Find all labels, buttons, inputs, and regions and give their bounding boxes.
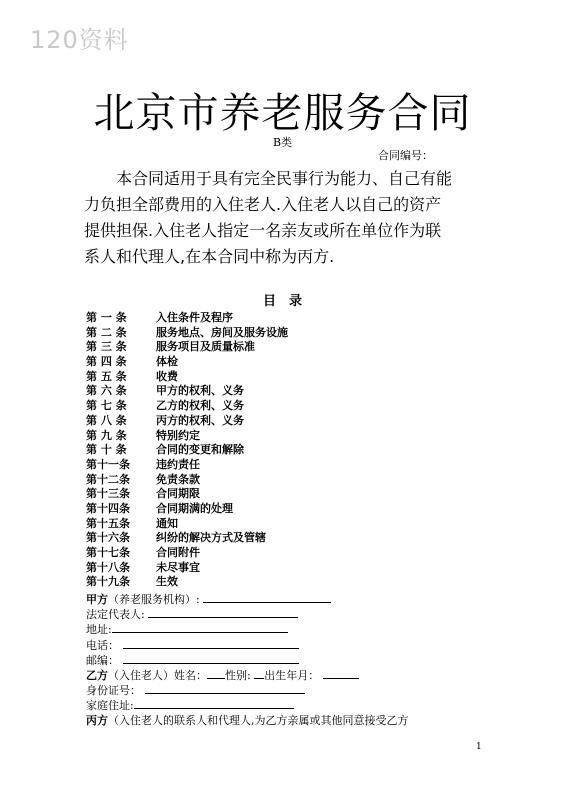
toc-item-number: 第 一 条 xyxy=(86,311,127,324)
toc-item-number: 第十一条 xyxy=(86,457,130,471)
toc-item-title: 合同的变更和解除 xyxy=(156,443,244,457)
toc-item-title: 合同期限 xyxy=(156,487,200,501)
toc-item-number: 第 八 条 xyxy=(86,413,127,427)
intro-line: 本合同适用于具有完全民事行为能力、自己有能 xyxy=(116,169,453,188)
toc-item xyxy=(86,487,288,502)
party-a-desc: （养老服务机构）: xyxy=(108,593,200,606)
toc-item xyxy=(86,311,288,326)
toc-item xyxy=(86,384,288,399)
toc-item-number: 第十三条 xyxy=(86,487,130,501)
toc-item xyxy=(86,340,288,355)
toc-item xyxy=(86,575,288,590)
toc-item-title: 合同附件 xyxy=(156,546,200,559)
id-label: 身份证号： xyxy=(86,684,141,698)
intro-line: 力负担全部费用的入住老人.入住老人以自己的资产 xyxy=(84,195,442,214)
toc-item-number: 第 六 条 xyxy=(86,384,127,398)
party-b-id-line xyxy=(86,682,486,697)
toc-item-title: 纠纷的解决方式及管辖 xyxy=(156,531,266,545)
party-a-line xyxy=(86,591,486,606)
toc-item-title: 特别约定 xyxy=(156,428,200,442)
toc-item xyxy=(86,326,288,341)
toc-item xyxy=(86,502,288,517)
toc-heading: 目 录 xyxy=(262,294,302,309)
intro-line: 系人和代理人,在本合同中称为丙方. xyxy=(84,247,335,266)
toc-item-title: 入住条件及程序 xyxy=(156,311,233,324)
toc-item xyxy=(86,399,288,414)
address-label: 地址: xyxy=(86,623,112,637)
toc-item-title: 甲方的权利、义务 xyxy=(156,384,244,398)
toc-item-title: 收费 xyxy=(156,369,178,383)
toc-item xyxy=(86,517,288,532)
toc-item xyxy=(86,370,288,385)
postcode-field[interactable] xyxy=(123,652,299,664)
toc-item xyxy=(86,561,288,576)
party-a-label: 甲方 xyxy=(86,593,108,606)
toc-item-number: 第 十 条 xyxy=(86,443,127,457)
party-b-home-line xyxy=(86,697,486,712)
party-b-label: 乙方 xyxy=(86,668,108,682)
toc-item-title: 乙方的权利、义务 xyxy=(156,399,244,413)
toc-item xyxy=(86,443,288,458)
legal-rep-field[interactable] xyxy=(148,606,298,618)
id-field[interactable] xyxy=(145,682,305,694)
party-a-address-line xyxy=(86,621,486,636)
postcode-label: 邮编： xyxy=(86,653,119,667)
toc-item xyxy=(86,429,288,444)
toc-item-title: 服务地点、房间及服务设施 xyxy=(156,325,288,339)
toc-item-number: 第 五 条 xyxy=(86,369,127,383)
intro-paragraph xyxy=(84,166,494,270)
contract-category: B类 xyxy=(272,136,293,149)
phone-label: 电话： xyxy=(86,638,119,652)
birth-label: 出生年月： xyxy=(264,668,320,682)
page-number: 1 xyxy=(476,742,482,752)
party-c-label: 丙方 xyxy=(86,713,108,727)
toc-item-number: 第十九条 xyxy=(86,575,130,589)
toc-item-number: 第 四 条 xyxy=(86,355,127,369)
toc-item-number: 第 三 条 xyxy=(86,340,127,354)
toc-item-title: 合同期满的处理 xyxy=(156,501,233,515)
party-a-postcode-line xyxy=(86,652,486,667)
toc-item xyxy=(86,531,288,546)
legal-rep-label: 法定代表人: xyxy=(86,608,145,622)
toc-item-title: 违约责任 xyxy=(156,457,200,471)
parties-section xyxy=(86,591,486,728)
address-field[interactable] xyxy=(112,621,288,633)
toc-item xyxy=(86,473,288,488)
home-field[interactable] xyxy=(134,697,294,709)
toc-item xyxy=(86,414,288,429)
toc-item-title: 生效 xyxy=(156,575,178,589)
toc-item xyxy=(86,458,288,473)
name-field[interactable] xyxy=(207,667,225,679)
party-c-line xyxy=(86,713,486,728)
contract-number-label: 合同编号： xyxy=(378,149,433,162)
toc-item-number: 第 二 条 xyxy=(86,325,127,339)
gender-label: 性别: xyxy=(225,668,251,682)
toc-item-title: 体检 xyxy=(156,355,178,369)
party-b-desc: （入住老人）姓名： xyxy=(108,668,207,682)
toc-item-title: 通知 xyxy=(156,516,178,530)
home-label: 家庭住址: xyxy=(86,699,134,713)
toc-item-title: 服务项目及质量标准 xyxy=(156,340,255,354)
party-a-phone-line xyxy=(86,637,486,652)
toc-item-title: 丙方的权利、义务 xyxy=(156,413,244,427)
table-of-contents xyxy=(86,311,288,590)
toc-item xyxy=(86,546,288,561)
party-c-desc: （入住老人的联系人和代理人,为乙方亲属或其他同意接受乙方 xyxy=(108,713,409,727)
toc-item-number: 第十七条 xyxy=(86,546,130,559)
toc-item-number: 第十五条 xyxy=(86,516,130,530)
toc-item-title: 免责条款 xyxy=(156,472,200,486)
toc-item-title: 未尽事宜 xyxy=(156,560,200,574)
party-a-rep-line xyxy=(86,606,486,621)
toc-item-number: 第十八条 xyxy=(86,560,130,574)
toc-item-number: 第十二条 xyxy=(86,472,130,486)
phone-field[interactable] xyxy=(123,637,299,649)
watermark: 120资料 xyxy=(30,26,129,54)
intro-line: 提供担保.入住老人指定一名亲友或所在单位作为联 xyxy=(84,221,442,240)
page-title: 北京市养老服务合同 xyxy=(93,89,472,137)
toc-item xyxy=(86,355,288,370)
toc-item-number: 第十四条 xyxy=(86,501,130,515)
toc-item-number: 第十六条 xyxy=(86,531,130,545)
toc-item-number: 第 七 条 xyxy=(86,399,127,413)
party-a-name-field[interactable] xyxy=(203,591,331,603)
party-b-line xyxy=(86,667,486,682)
toc-item-number: 第 九 条 xyxy=(86,428,127,442)
birth-field[interactable] xyxy=(323,667,359,679)
gender-field[interactable] xyxy=(254,667,264,679)
